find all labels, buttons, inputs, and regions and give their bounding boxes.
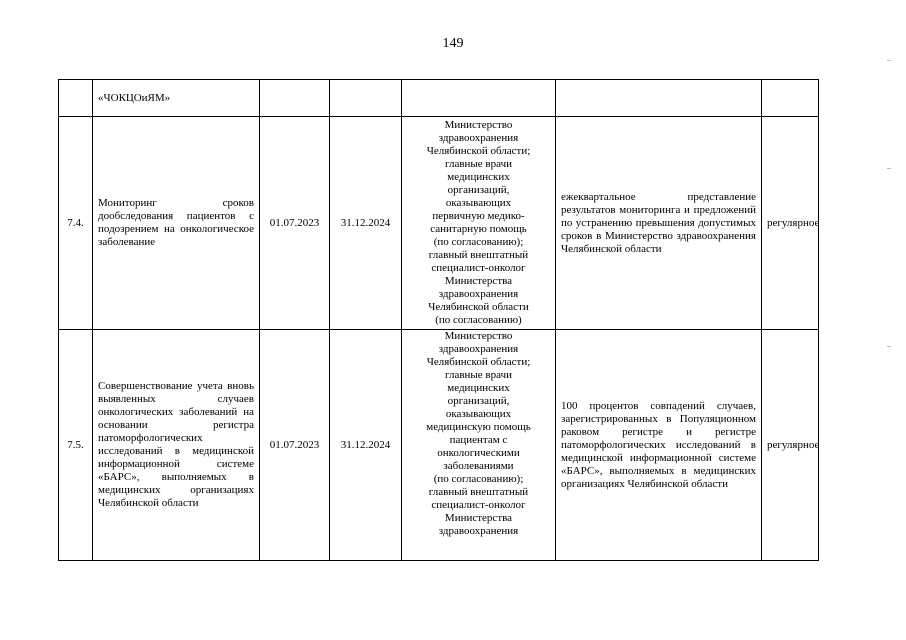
measures-table: [58, 79, 819, 561]
measure-description: «ЧОКЦОиЯМ»: [93, 80, 260, 117]
scan-mark: [887, 168, 891, 169]
measure-description: Мониторинг сроков дообследования пациентов с подозрением на онкологическое заболевание: [93, 117, 260, 330]
responsible-line: главный внештатный: [428, 486, 529, 498]
start-date: 01.07.2023: [260, 117, 330, 330]
responsible-line: онкологическими: [437, 447, 520, 459]
responsible-line: здравоохранения: [438, 288, 519, 300]
responsible-line: специалист-онколог: [431, 499, 526, 511]
responsible-parties: [402, 330, 556, 561]
responsible-line: здравоохранения: [438, 525, 519, 537]
row-number: [59, 80, 93, 117]
responsible-line: специалист-онколог: [431, 262, 526, 274]
responsible-line: медицинских: [447, 382, 510, 394]
responsible-line: Челябинской области;: [426, 356, 531, 368]
table-row: [59, 330, 819, 561]
page-number: 149: [442, 36, 464, 51]
responsible-line: оказывающих: [445, 197, 512, 209]
table-row: [59, 117, 819, 330]
responsible-line: Министерство: [444, 119, 513, 131]
responsible-line: первичную медико-: [432, 210, 525, 222]
end-date: 31.12.2024: [330, 330, 402, 561]
responsible-line: главные врачи: [445, 158, 512, 170]
periodicity: регулярное: [762, 330, 819, 561]
start-date: [260, 80, 330, 117]
row-number: 7.4.: [59, 117, 93, 330]
responsible-line: Министерство: [444, 330, 513, 342]
responsible-line: санитарную помощь: [430, 223, 527, 235]
responsible-line: Министерства: [444, 512, 513, 524]
responsible-line: Челябинской области: [428, 301, 529, 313]
responsible-line: (по согласованию);: [433, 473, 524, 485]
end-date: [330, 80, 402, 117]
end-date: 31.12.2024: [330, 117, 402, 330]
periodicity: [762, 80, 819, 117]
start-date: 01.07.2023: [260, 330, 330, 561]
responsible-line: здравоохранения: [438, 132, 519, 144]
responsible-parties: [402, 117, 556, 330]
responsible-line: организаций,: [447, 395, 510, 407]
responsible-line: Министерства: [444, 275, 513, 287]
responsible-line: (по согласованию);: [433, 236, 524, 248]
responsible-line: медицинских: [447, 171, 510, 183]
scan-mark: [887, 346, 891, 347]
responsible-line: заболеваниями: [443, 460, 514, 472]
responsible-line: оказывающих: [445, 408, 512, 420]
table-row: [59, 80, 819, 117]
responsible-line: главный внештатный: [428, 249, 529, 261]
periodicity: регулярное: [762, 117, 819, 330]
scan-mark: [887, 60, 891, 61]
expected-result: [556, 80, 762, 117]
responsible-line: Челябинской области;: [426, 145, 531, 157]
responsible-line: пациентам с: [449, 434, 508, 446]
measure-description: Совершенствование учета вновь выявленных случаев онкологических заболеваний на основании регистра патоморфологических исследований в медицинской информационной системе «БАРС», выполняемых в медицинских организациях Челябинской области: [93, 330, 260, 561]
responsible-parties: [402, 80, 556, 117]
expected-result: ежеквартальное представление результатов мониторинга и предложений по устранению превышения допустимых сроков в Министерство здравоохранения Челябинской области: [556, 117, 762, 330]
responsible-line: организаций,: [447, 184, 510, 196]
responsible-line: (по согласованию): [435, 314, 522, 326]
responsible-line: здравоохранения: [438, 343, 519, 355]
responsible-line: главные врачи: [445, 369, 512, 381]
row-number: 7.5.: [59, 330, 93, 561]
expected-result: 100 процентов совпадений случаев, зарегистрированных в Популяционном раковом регистре и регистре патоморфологических исследований в медицинской информационной системе «БАРС», выполняемых в медицинских организациях Челябинской области: [556, 330, 762, 561]
responsible-line: медицинскую помощь: [426, 421, 531, 433]
